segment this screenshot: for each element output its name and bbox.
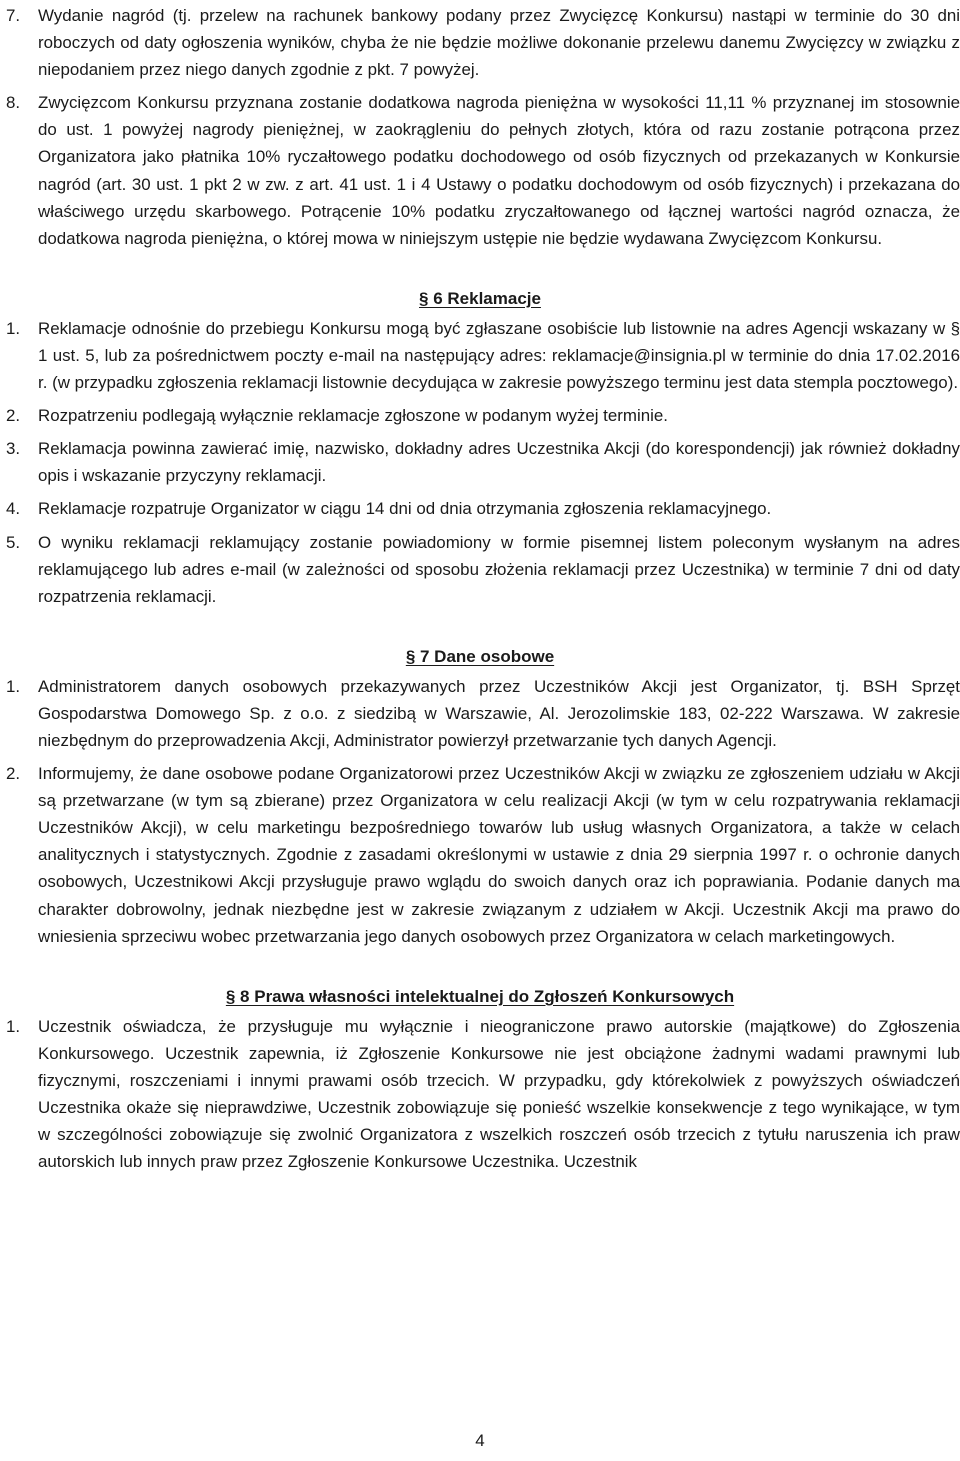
list-item [6,760,960,950]
list-item [6,529,960,610]
item-text: Reklamacje rozpatruje Organizator w ciągu 14 dni od dnia otrzymania zgłoszenia reklamacyjnego. [38,499,772,519]
section-heading-reklamacje: § 6 Reklamacje [419,288,541,308]
list-item [6,673,960,754]
list-item [6,402,960,429]
list-item [6,435,960,489]
list-item [6,89,960,252]
item-number: 1. [6,1016,21,1036]
list-item [6,2,960,83]
item-text: Wydanie nagród (tj. przelew na rachunek bankowy podany przez Zwycięzcę Konkursu) nastąpi w terminie do 30 dni roboczych od daty ogłoszenia wyników, chyba że nie będzie możliwe dokonanie przelewu danemu Zwycięzcy w związku z niepodaniem przez niego danych zgodnie z pkt. 7 powyżej. [38,6,960,80]
item-text: Administratorem danych osobowych przekazywanych przez Uczestników Akcji jest Organizator, tj. BSH Sprzęt Gospodarstwa Domowego Sp. z o.o. z siedzibą w Warszawie, Al. Jerozolimskie 183, 02-222 Warszawa. W zakresie niezbędnym do przeprowadzenia Akcji, Administrator powierzył przetwarzanie tych danych Agencji. [38,676,960,750]
item-number: 5. [6,532,21,552]
item-text: Informujemy, że dane osobowe podane Organizatorowi przez Uczestników Akcji w związku ze zgłoszeniem udziału w Akcji są przetwarzane (w tym są zbierane) przez Organizatora w celu realizacji Akcji (w tym w celu rozpatrywania reklamacji Uczestników Akcji), w celu marketingu bezpośredniego towarów lub usług własnych Organizatora, a także w celach analitycznych i statystycznych. Zgodnie z zasadami określonymi w ustawie z dnia 29 sierpnia 1997 r. o ochronie danych osobowych, Uczestnikowi Akcji przysługuje prawo wglądu do swoich danych oraz ich poprawiania. Podanie danych ma charakter dobrowolny, jednak niezbędne jest w zakresie związanym z udziałem w Akcji. Uczestnik Akcji ma prawo do wniesienia sprzeciwu wobec przetwarzania jego danych osobowych przez Organizatora w celach marketingowych. [38,764,960,946]
item-text: Reklamacje odnośnie do przebiegu Konkursu mogą być zgłaszane osobiście lub listownie na adres Agencji wskazany w § 1 ust. 5, lub za pośrednictwem poczty e-mail na następujący adres: reklamacje@insignia.pl w terminie do dnia 17.02.2016 r. (w przypadku zgłoszenia reklamacji listownie decydująca w zakresie powyższego terminu jest data stempla pocztowego). [38,318,960,393]
list-item [6,1013,960,1176]
item-number: 7. [6,6,21,25]
list-item [6,495,960,522]
item-text: Uczestnik oświadcza, że przysługuje mu wyłącznie i nieograniczone prawo autorskie (majątkowe) do Zgłoszenia Konkursowego. Uczestnik zapewnia, iż Zgłoszenie Konkursowe nie jest obciążone żadnymi wadami prawnymi lub fizycznymi, roszczeniami i innymi prawami osób trzecich. W przypadku, gdy którekolwiek z powyższych oświadczeń Uczestnika okaże się nieprawdziwe, Uczestnik zobowiązuje się ponieść wszelkie konsekwencje z tego wynikające, w tym w szczególności zobowiązuje się zwolnić Organizatora z wszelkich roszczeń osób trzecich z tytułu naruszenia ich praw autorskich lub innych praw przez Zgłoszenie Konkursowe Uczestnika. Uczestnik [38,1016,960,1172]
page-number: 4 [475,1431,485,1450]
item-number: 8. [6,93,21,113]
item-text: Zwycięzcom Konkursu przyznana zostanie dodatkowa nagroda pieniężna w wysokości 11,11 % przyznanej im stosownie do ust. 1 powyżej nagrody pieniężnej, w zaokrągleniu do pełnych złotych, która od razu zostanie potrącona przez Organizatora jako płatnika 10% ryczałtowego podatku dochodowego od osób fizycznych od przekazanych w Konkursie nagród (art. 30 ust. 1 pkt 2 w zw. z art. 41 ust. 1 i 4 Ustawy o podatku dochodowym od osób fizycznych) i przekazana do właściwego urzędu skarbowego. Potrącenie 10% podatku zryczałtowanego od łącznej wartości nagród oznacza, że dodatkowa nagroda pieniężna, o której mowa w niniejszym ustępie nie będzie wydawana Zwycięzcom Konkursu. [38,93,960,248]
item-number: 1. [6,676,21,696]
section-heading-dane-osobowe: § 7 Dane osobowe [405,646,555,666]
item-number: 4. [6,499,21,519]
item-number: 1. [6,318,21,338]
item-text: Reklamacja powinna zawierać imię, nazwisko, dokładny adres Uczestnika Akcji (do korespondencji) jak również dokładny opis i wskazanie przyczyny reklamacji. [38,439,960,486]
item-text: O wyniku reklamacji reklamujący zostanie powiadomiony w formie pisemnej listem poleconym wysłanym na adres reklamującego lub adres e-mail (w zależności od sposobu złożenia reklamacji przez Uczestnika) w terminie 7 dni od daty rozpatrzenia reklamacji. [38,532,960,606]
section-heading-prawa-wlasnosci: § 8 Prawa własności intelektualnej do Zgłoszeń Konkursowych [225,986,735,1006]
list-item [6,315,960,396]
item-number: 2. [6,764,21,784]
item-number: 2. [6,406,21,426]
item-number: 3. [6,439,21,459]
item-text: Rozpatrzeniu podlegają wyłącznie reklamacje zgłoszone w podanym wyżej terminie. [38,406,668,426]
